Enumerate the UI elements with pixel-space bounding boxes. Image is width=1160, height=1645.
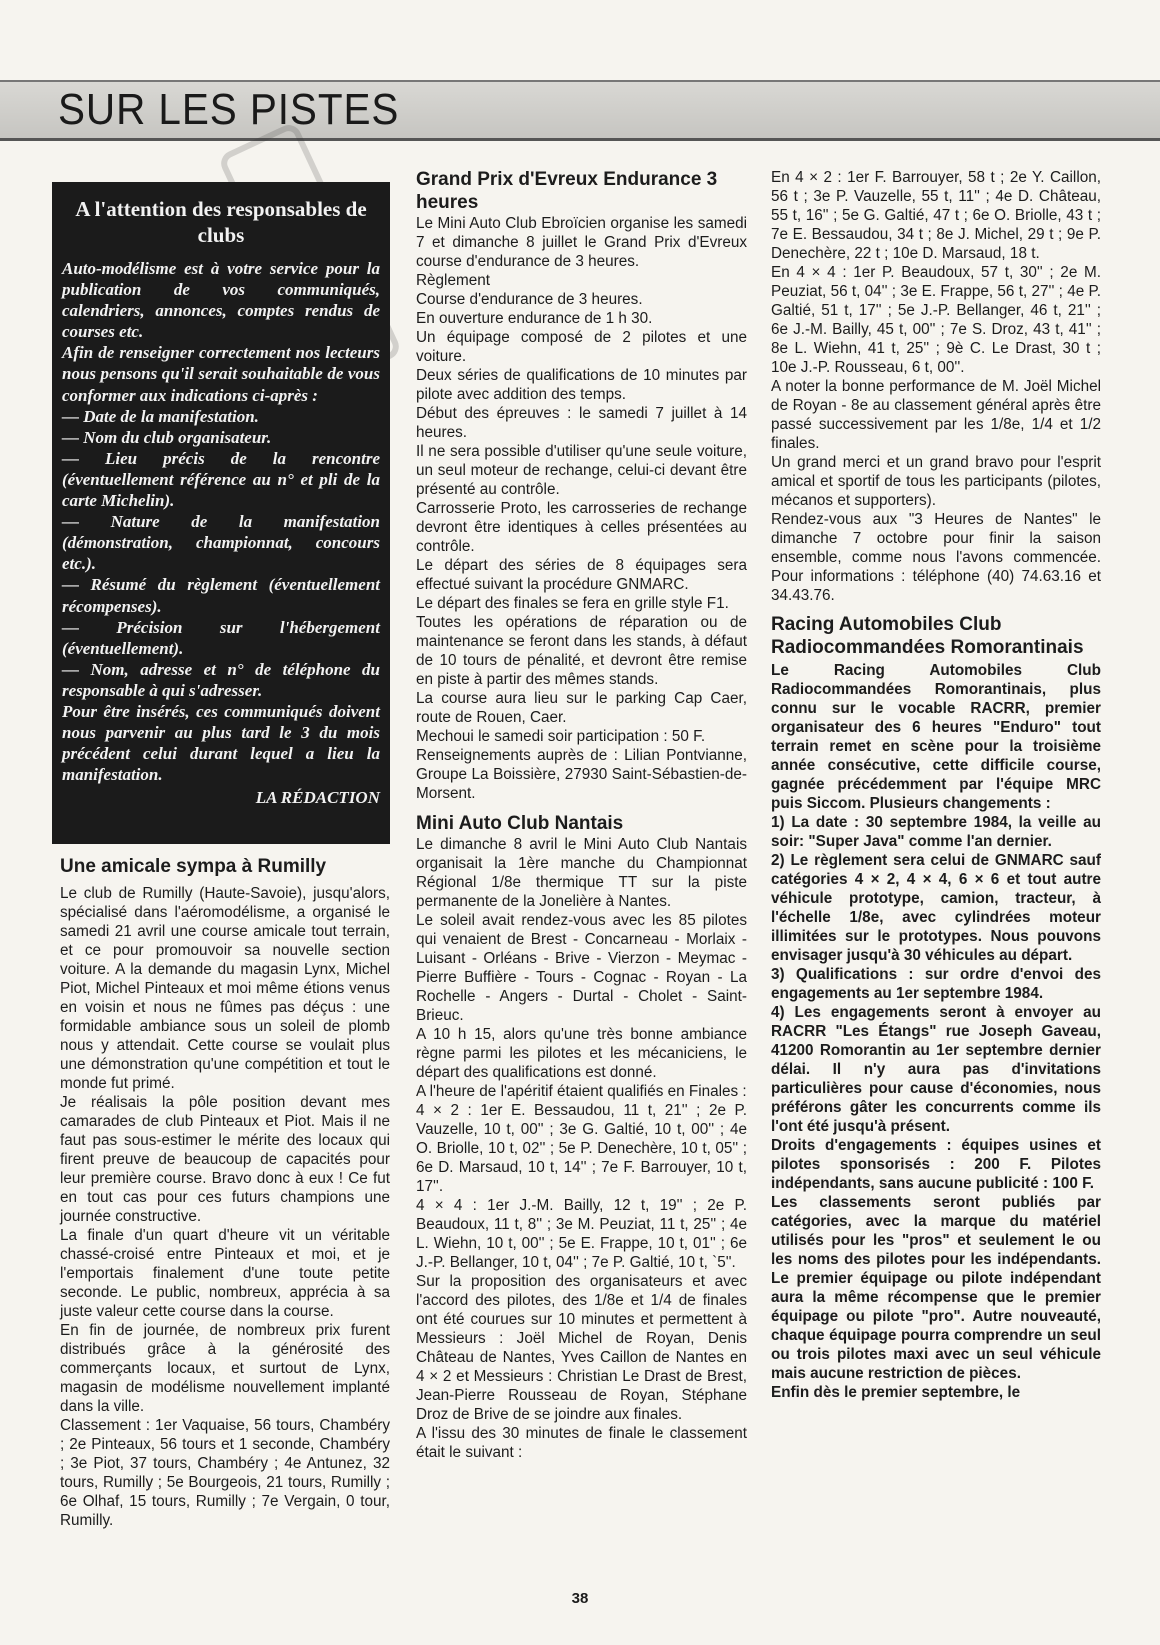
article-paragraph: En fin de journée, de nombreux prix furent distribués grâce à la générosité des commerçants locaux, et surtout de Lynx, magasin de modélisme nouvellement implanté dans la ville.: [60, 1322, 390, 1415]
notice-item: — Date de la manifestation.: [62, 406, 259, 426]
notice-item: — Lieu précis de la rencontre (éventuellement référence au n° et pli de la carte Michelin).: [62, 448, 380, 511]
article-paragraph: Classement : 1er Vaquaise, 56 tours, Chambéry ; 2e Pinteaux, 56 tours et 1 seconde, Chambéry ; 3e Piot, 37 tours, Chambéry ; 4e Antunez, 32 tours, Rumilly ; 5e Bourgeois, 21 tours, Rumilly ; 6e Olhaf, 15 tours, Rumilly ; 7e Vergain, 0 tour, Rumilly.: [60, 1417, 390, 1529]
notice-signature: LA RÉDACTION: [255, 788, 380, 808]
article-paragraph: 1) La date : 30 septembre 1984, la veille au soir: "Super Java" comme l'an dernier.: [771, 814, 1101, 850]
article-paragraph: Sur la proposition des organisateurs et avec l'accord des pilotes, des 1/8e et 1/4 de finales ont été courues sur 10 minutes et permettent à Messieurs : Joël Michel de Royan, Denis Château de Nantes, Yves Caillon de Nantes en 4 × 2 et Messieurs : Christian Le Drast de Brest, Jean-Pierre Rousseau de Royan, Stéphane Droz de Brive de se joindre aux finales.: [416, 1273, 747, 1423]
article-paragraph: Carrosserie Proto, les carrosseries de rechange devront être identiques à celles présentées au contrôle.: [416, 500, 747, 555]
article-paragraph: Deux séries de qualifications de 10 minutes par pilote avec addition des temps.: [416, 367, 747, 403]
article-paragraph: A l'heure de l'apéritif étaient qualifiés en Finales :: [416, 1083, 747, 1100]
notice-box: [52, 182, 390, 844]
article-paragraph: Le Mini Auto Club Ebroïcien organise les samedi 7 et dimanche 8 juillet le Grand Prix d'Evreux course d'endurance de 3 heures.: [416, 215, 747, 270]
article-paragraph: Un équipage composé de 2 pilotes et une voiture.: [416, 329, 747, 365]
article-paragraph: Règlement: [416, 272, 490, 289]
notice-paragraph: Auto-modélisme est à votre service pour la publication de vos communiqués, calendriers, annonces, comptes rendus de courses etc.: [62, 259, 380, 342]
column-left: [60, 855, 390, 1530]
article-paragraph: En 4 × 2 : 1er F. Barrouyer, 58 t ; 2e Y. Caillon, 56 t ; 3e P. Vauzelle, 55 t, 11'' ; 4e D. Château, 55 t, 16'' ; 5e G. Galtié, 47 t ; 6e O. Briolle, 43 t ; 7e E. Bessaudou, 34 t ; 8e J. Michel, 29 t ; 9e P. Denechère, 22 t ; 10e D. Marsaud, 18 t.: [771, 169, 1101, 262]
article-paragraph: Toutes les opérations de réparation ou de maintenance se feront dans les stands, à défaut de 10 tours de pénalité, et devront être remise en piste à partir des mêmes stands.: [416, 614, 747, 688]
article-paragraph: A noter la bonne performance de M. Joël Michel de Royan - 8e au classement général après être passé successivement par les 1/8e, 1/4 et 1/2 finales.: [771, 378, 1101, 452]
article-paragraph: A l'issu des 30 minutes de finale le classement était le suivant :: [416, 1425, 747, 1461]
section-header-bar: [0, 80, 1160, 141]
column-middle: [416, 168, 747, 1462]
section-title: SUR LES PISTES: [58, 85, 400, 134]
article-paragraph: Le départ des séries de 8 équipages sera effectué suivant la procédure GNMARC.: [416, 557, 747, 593]
notice-body: [62, 258, 380, 785]
article-paragraph: Je réalisais la pôle position devant mes camarades de club Pinteaux et Piot. Mais il ne faut pas sous-estimer le mérite des locaux qui firent preuve de beaucoup de capacités pour leur première course. Bravo donc à eux ! Ce fut en tout cas pour ces futurs champions une journée constructive.: [60, 1094, 390, 1225]
notice-item: — Nature de la manifestation (démonstration, championnat, concours etc.).: [62, 512, 380, 574]
notice-paragraph: Afin de renseigner correctement nos lecteurs nous pensons qu'il serait souhaitable de vous conformer aux indications ci-après :: [62, 343, 380, 405]
notice-item: — Résumé du règlement (éventuellement récompenses).: [62, 575, 380, 616]
article-paragraph: Droits d'engagements : équipes usines et pilotes sponsorisés : 200 F. Pilotes indépendants, sans aucune publicité : 100 F.: [771, 1137, 1101, 1192]
article-paragraph: Le soleil avait rendez-vous avec les 85 pilotes qui venaient de Brest - Concarneau - Morlaix - Luisant - Orléans - Brive - Vierzon - Meymac - Pierre Buffière - Tours - Cognac - Royan - La Rochelle - Angers - Durtal - Cholet - Saint-Brieuc.: [416, 912, 747, 1024]
notice-item: — Nom, adresse et n° de téléphone du responsable à qui s'adresser.: [62, 659, 380, 700]
article-paragraph: Le départ des finales se fera en grille style F1.: [416, 595, 729, 612]
article-paragraph: 3) Qualifications : sur ordre d'envoi des engagements au 1er septembre 1984.: [771, 966, 1101, 1002]
article-paragraph: Le dimanche 8 avril le Mini Auto Club Nantais organisait la 1ère manche du Championnat Régional 1/8e thermique TT sur la piste permanente de la Jonelière à Nantes.: [416, 836, 747, 910]
article-paragraph: 4) Les engagements seront à envoyer au RACRR "Les Étangs" rue Joseph Gaveau, 41200 Romorantin au 1er septembre dernier délai. Il n'y aura pas d'invitations particulières pour cause d'économies, nous préférons gâter les concurrents comme ils l'ont été jusqu'à présent.: [771, 1004, 1101, 1135]
article-heading-rumilly: Une amicale sympa à Rumilly: [60, 856, 327, 877]
notice-paragraph: Pour être insérés, ces communiqués doivent nous parvenir au plus tard le 3 du mois précédent celui durant lequel a lieu la manifestation.: [62, 701, 380, 785]
article-heading-nantais: Mini Auto Club Nantais: [416, 813, 624, 834]
notice-item: — Nom du club organisateur.: [62, 427, 272, 447]
article-paragraph: Renseignements auprès de : Lilian Pontvianne, Groupe La Boissière, 27930 Saint-Sébastien-de-Morsent.: [416, 747, 747, 802]
notice-title: A l'attention des responsables de clubs: [75, 197, 367, 247]
article-paragraph: La course aura lieu sur le parking Cap Caer, route de Rouen, Caer.: [416, 690, 747, 726]
article-paragraph: Rendez-vous aux "3 Heures de Nantes" le dimanche 7 octobre pour finir la saison ensemble, comme nous l'avons commencée. Pour informations : téléphone (40) 74.63.16 et 34.43.76.: [771, 511, 1101, 604]
article-paragraph: Il ne sera possible d'utiliser qu'une seule voiture, un seul moteur de rechange, celui-ci devant être présenté au contrôle.: [416, 443, 747, 498]
article-heading-evreux: Grand Prix d'Evreux Endurance 3 heures: [416, 169, 718, 213]
article-paragraph: Le Racing Automobiles Club Radiocommandées Romorantinais, plus connu sur le vocable RACRR, premier organisateur des 6 heures "Enduro" tout terrain remet en scène pour la troisième année consécutive, cette difficile course, gagnée précédemment par l'équipe MRC puis Siccom. Plusieurs changements :: [771, 662, 1101, 812]
article-paragraph: 4 × 4 : 1er J.-M. Bailly, 12 t, 19'' ; 2e P. Beaudoux, 11 t, 8'' ; 3e M. Peuziat, 11 t, 25'' ; 4e L. Wiehn, 10 t, 00'' ; 5e E. Frappe, 10 t, 01'' ; 6e J.-P. Bellanger, 10 t, 04'' ; 7e P. Galtié, 10 t, `5''.: [416, 1197, 747, 1271]
article-paragraph: Mechoui le samedi soir participation : 50 F.: [416, 728, 706, 745]
article-paragraph: Début des épreuves : le samedi 7 juillet à 14 heures.: [416, 405, 747, 441]
article-paragraph: 2) Le règlement sera celui de GNMARC sauf catégories 4 × 2, 4 × 4, 6 × 6 et tout autre véhicule prototype, camion, tracteur, à l'échelle 1/8e, avec cylindrées moteur illimitées sur le prototypes. Nous pouvons envisager jusqu'à 30 véhicules au départ.: [771, 852, 1101, 964]
article-paragraph: Course d'endurance de 3 heures.: [416, 291, 643, 308]
column-right: [771, 168, 1101, 1402]
page-number: 38: [571, 1590, 589, 1607]
article-paragraph: En 4 × 4 : 1er P. Beaudoux, 57 t, 30'' ; 2e M. Peuziat, 56 t, 04'' ; 3e E. Frappe, 56 t, 27'' ; 4e P. Galtié, 51 t, 17'' ; 5e J.-P. Bellanger, 46 t, 21'' ; 6e J.-M. Bailly, 45 t, 00'' ; 7e S. Droz, 43 t, 41'' ; 8e L. Wiehn, 41 t, 25'' ; 9è C. Le Drast, 30 t ; 10e J.-P. Rousseau, 6 t, 00''.: [771, 264, 1101, 376]
article-paragraph: Le club de Rumilly (Haute-Savoie), jusqu'alors, spécialisé dans l'aéromodélisme, a organisé le samedi 21 avril une course amicale tout terrain, et ce pour promouvoir sa nouvelle section voiture. A la demande du magasin Lynx, Michel Piot, Michel Pinteaux et moi même étions venus en voisin et nous ne fûmes pas déçus : une formidable ambiance sous un soleil de plomb nous y attendait. Cette course se voulait plus une démonstration qu'une compétition et tout le monde fut primé.: [60, 885, 390, 1092]
article-paragraph: La finale d'un quart d'heure vit un véritable chassé-croisé entre Pinteaux et moi, et je l'emportais finalement d'une toute petite seconde. Le public, nombreux, apprécia à sa juste valeur cette course dans la course.: [60, 1227, 390, 1320]
article-paragraph: En ouverture endurance de 1 h 30.: [416, 310, 653, 327]
article-paragraph: Les classements seront publiés par catégories, avec la marque du matériel utilisés pour les "pros" et seulement le ou les noms des pilotes pour les indépendants. Le premier équipage ou pilote indépendant aura la même récompense que le premier équipage ou pilote "pro". Autre nouveauté, chaque équipage pourra comprendre un seul ou trois pilotes maxi avec un seul véhicule mais aucune restriction de pièces.: [771, 1194, 1101, 1382]
article-paragraph: Un grand merci et un grand bravo pour l'esprit amical et sportif de tous les participants (pilotes, mécanos et supporters).: [771, 454, 1101, 509]
article-paragraph: A 10 h 15, alors qu'une très bonne ambiance règne parmi les pilotes et les mécaniciens, le départ des qualifications est donné.: [416, 1026, 747, 1081]
article-paragraph: 4 × 2 : 1er E. Bessaudou, 11 t, 21'' ; 2e P. Vauzelle, 10 t, 00'' ; 3e G. Galtié, 10 t, 00'' ; 4e O. Briolle, 10 t, 02'' ; 5e P. Denechère, 10 t, 05'' ; 6e D. Marsaud, 10 t, 14'' ; 7e F. Barrouyer, 10 t, 17''.: [416, 1102, 747, 1195]
notice-item: — Précision sur l'hébergement (éventuellement).: [62, 617, 380, 658]
article-heading-racing: Racing Automobiles Club Radiocommandées Romorantinais: [771, 614, 1084, 658]
article-paragraph: Enfin dès le premier septembre, le: [771, 1384, 1021, 1401]
